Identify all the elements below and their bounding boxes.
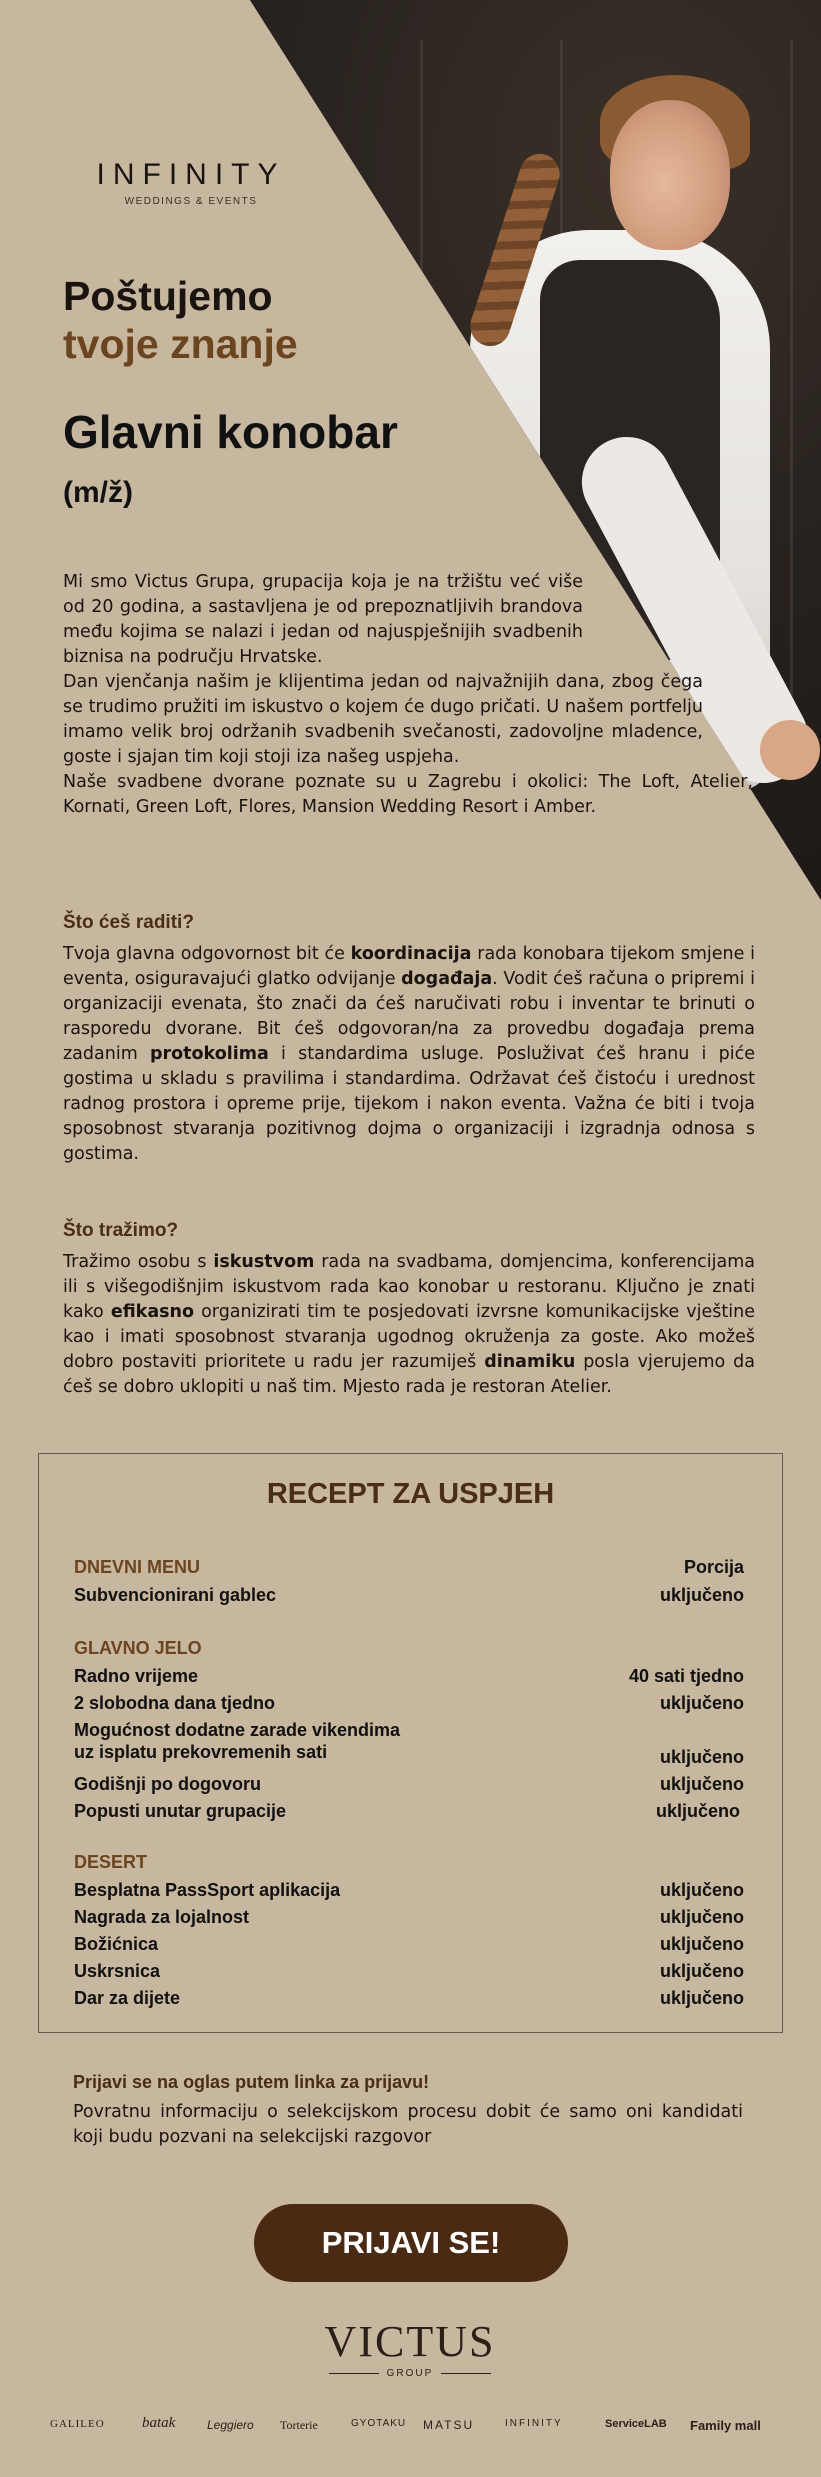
recipe-row-label: Dar za dijete — [74, 1988, 181, 2008]
waitress-face — [610, 100, 730, 250]
brand-logo-torterie: Torterie — [280, 2418, 318, 2432]
brand-logo-galileo: GALILEO — [50, 2418, 105, 2430]
recipe-group-heading: DNEVNI MENU — [74, 1557, 201, 1577]
bold-text: dinamiku — [484, 1352, 576, 1372]
logo-name: INFINITY — [96, 158, 286, 191]
logo-divider — [329, 2373, 379, 2374]
section-text-tasks — [63, 942, 755, 1167]
recipe-row-value: uključeno — [659, 1988, 744, 2008]
recipe-group-heading: GLAVNO JELO — [74, 1638, 202, 1658]
headline-line2: tvoje znanje — [63, 321, 298, 367]
intro-paragraph: Dan vjenčanja našim je klijentima jedan od najvažnijih dana, zbog čega se trudimo pružiti im iskustvo o kojem će dugo pričati. U našem portfelju imamo velik broj održanih svadbenih svečanosti, zadovoljne mladence, goste i sjajan tim koji stoji iza našeg uspjeha. — [63, 672, 703, 767]
headline — [63, 272, 298, 368]
recipe-row — [74, 1800, 744, 1822]
recipe-row-label: Radno vrijeme — [74, 1666, 199, 1686]
recipe-row-value: uključeno — [659, 1907, 744, 1927]
job-title: Glavni konobar — [63, 406, 398, 458]
recipe-group-heading: DESERT — [74, 1852, 148, 1872]
bold-text: iskustvom — [213, 1252, 315, 1272]
recipe-row — [74, 1879, 744, 1901]
recipe-row-label-line: uz isplatu prekovremenih sati — [74, 1742, 328, 1762]
logo-divider — [441, 2373, 491, 2374]
text-run: rada konobara tijekom smjene i eventa, osiguravajući glatko odvijanje — [63, 944, 755, 989]
bold-text: protokolima — [149, 1044, 269, 1064]
recipe-row-label: Nagrada za lojalnost — [74, 1907, 250, 1927]
brand-logo-batak: batak — [142, 2415, 176, 2431]
recipe-row-value: uključeno — [659, 1934, 744, 1954]
recipe-row-label: Besplatna PassSport aplikacija — [74, 1880, 341, 1900]
brand-logo-servicelab: ServiceLAB — [605, 2418, 667, 2430]
intro-paragraph: Mi smo Victus Grupa, grupacija koja je na tržištu već više od 20 godina, a sastavljena je od prepoznatljivih brandova među kojima se nalazi i jedan od najuspješnijih svadbenih biznisa na području Hrvatske. — [63, 572, 583, 667]
recipe-row-value: uključeno — [659, 1880, 744, 1900]
victus-group-logo — [310, 2318, 510, 2379]
brand-logos-row — [45, 2415, 780, 2448]
text-run: Tvoja glavna odgovornost bit će — [63, 944, 351, 964]
recipe-row — [74, 1933, 744, 1955]
text-run: . Vodit ćeš računa o pripremi i organizaciji evenata, što znači da ćeš naručivati robu i inventar te brinuti o rasporedu dvorane. Bit ćeš odgovoran/na za provedbu događaja prema zadanim — [63, 969, 755, 1064]
text-run: i standardima usluge. Posluživat ćeš hranu i piće gostima u skladu s pravilima i standardima. Održavat ćeš čistoću i urednost radnog prostora i opreme prije, tijekom i nakon eventa. Važna će biti i tvoja sposobnost stvaranja pozitivnog dojma o organizaciji i izgradnja odnosa s gostima. — [63, 1044, 755, 1164]
background-pillar — [790, 40, 793, 740]
brand-logo-matsu: MATSU — [423, 2418, 475, 2432]
intro-paragraph: Naše svadbene dvorane poznate su u Zagrebu i okolici: The Loft, Atelier, Kornati, Green Loft, Flores, Mansion Wedding Resort i Amber. — [63, 772, 753, 817]
recipe-group-right: Porcija — [683, 1557, 744, 1577]
brand-logo-leggiero: Leggiero — [207, 2418, 254, 2432]
section-heading-tasks: Što ćeš raditi? — [63, 912, 194, 933]
brand-logo-infinity: INFINITY — [505, 2418, 563, 2429]
recipe-row-label: 2 slobodna dana tjedno — [74, 1693, 276, 1713]
recipe-title: RECEPT ZA USPJEH — [266, 1478, 555, 1510]
recipe-row — [74, 1665, 744, 1687]
recipe-row-value: uključeno — [659, 1747, 744, 1767]
recipe-row-label — [74, 1719, 400, 1763]
apply-text: Povratnu informaciju o selekcijskom procesu dobit će samo oni kandidati koji budu pozvani na selekcijski razgovor — [73, 2102, 743, 2147]
recipe-row-value: uključeno — [659, 1961, 744, 1981]
bold-text: efikasno — [110, 1302, 195, 1322]
recipe-row — [74, 1719, 744, 1768]
recipe-row-label: Božićnica — [74, 1934, 159, 1954]
headline-line1: Poštujemo — [63, 273, 273, 319]
logo-sub: WEDDINGS & EVENTS — [124, 196, 258, 207]
recipe-row-value: uključeno — [659, 1774, 744, 1794]
apply-button[interactable]: PRIJAVI SE! — [254, 2204, 568, 2282]
recipe-row-label: Popusti unutar grupacije — [74, 1801, 287, 1821]
bold-text: koordinacija — [350, 944, 472, 964]
text-run: rada na svadbama, domjencima, konferencijama ili s višegodišnjim iskustvom rada kao konobar u restoranu. Ključno je znati kako — [63, 1252, 756, 1322]
recipe-row — [74, 1584, 744, 1606]
victus-logo-group: GROUP — [386, 2368, 434, 2379]
section-text-requirements — [63, 1250, 755, 1400]
recipe-row-value: uključeno — [659, 1585, 744, 1605]
infinity-logo — [66, 158, 316, 207]
recipe-row — [74, 1960, 744, 1982]
text-run: organizirati tim te posjedovati izvrsne komunikacijske vještine kao i imati sposobnost stvaranja ugodnog okruženja za goste. Ako možeš dobro postaviti prioritete u radu jer razumiješ — [63, 1302, 755, 1372]
recipe-row-value: 40 sati tjedno — [628, 1666, 744, 1686]
bold-text: događaja — [401, 969, 493, 989]
recipe-row — [74, 1987, 744, 2009]
victus-logo-name: VICTUS — [324, 2317, 496, 2366]
job-subtitle: (m/ž) — [63, 476, 133, 509]
brand-logo-family-mall: Family mall — [690, 2418, 761, 2433]
intro-text — [63, 570, 753, 820]
text-run: Tražimo osobu s — [63, 1252, 214, 1272]
recipe-box — [38, 1453, 783, 2033]
recipe-row-value: uključeno — [655, 1801, 740, 1821]
recipe-row-label: Subvencionirani gablec — [74, 1585, 277, 1605]
apply-heading: Prijavi se na oglas putem linka za prijavu! — [73, 2072, 430, 2092]
recipe-row — [74, 1906, 744, 1928]
waitress-hand — [760, 720, 820, 780]
section-heading-requirements: Što tražimo? — [63, 1220, 179, 1241]
recipe-row-label: Godišnji po dogovoru — [74, 1774, 261, 1794]
victus-logo-subline — [310, 2368, 510, 2379]
brand-logo-gyotaku: GYOTAKU — [351, 2418, 407, 2429]
recipe-row — [74, 1692, 744, 1714]
recipe-row-value: uključeno — [659, 1693, 744, 1713]
recipe-row-label-line: Mogućnost dodatne zarade vikendima — [74, 1720, 401, 1740]
text-run: posla vjerujemo da ćeš se dobro uklopiti u naš tim. Mjesto rada je restoran Atelier. — [63, 1352, 755, 1397]
recipe-row-label: Uskrsnica — [74, 1961, 161, 1981]
recipe-row — [74, 1773, 744, 1795]
